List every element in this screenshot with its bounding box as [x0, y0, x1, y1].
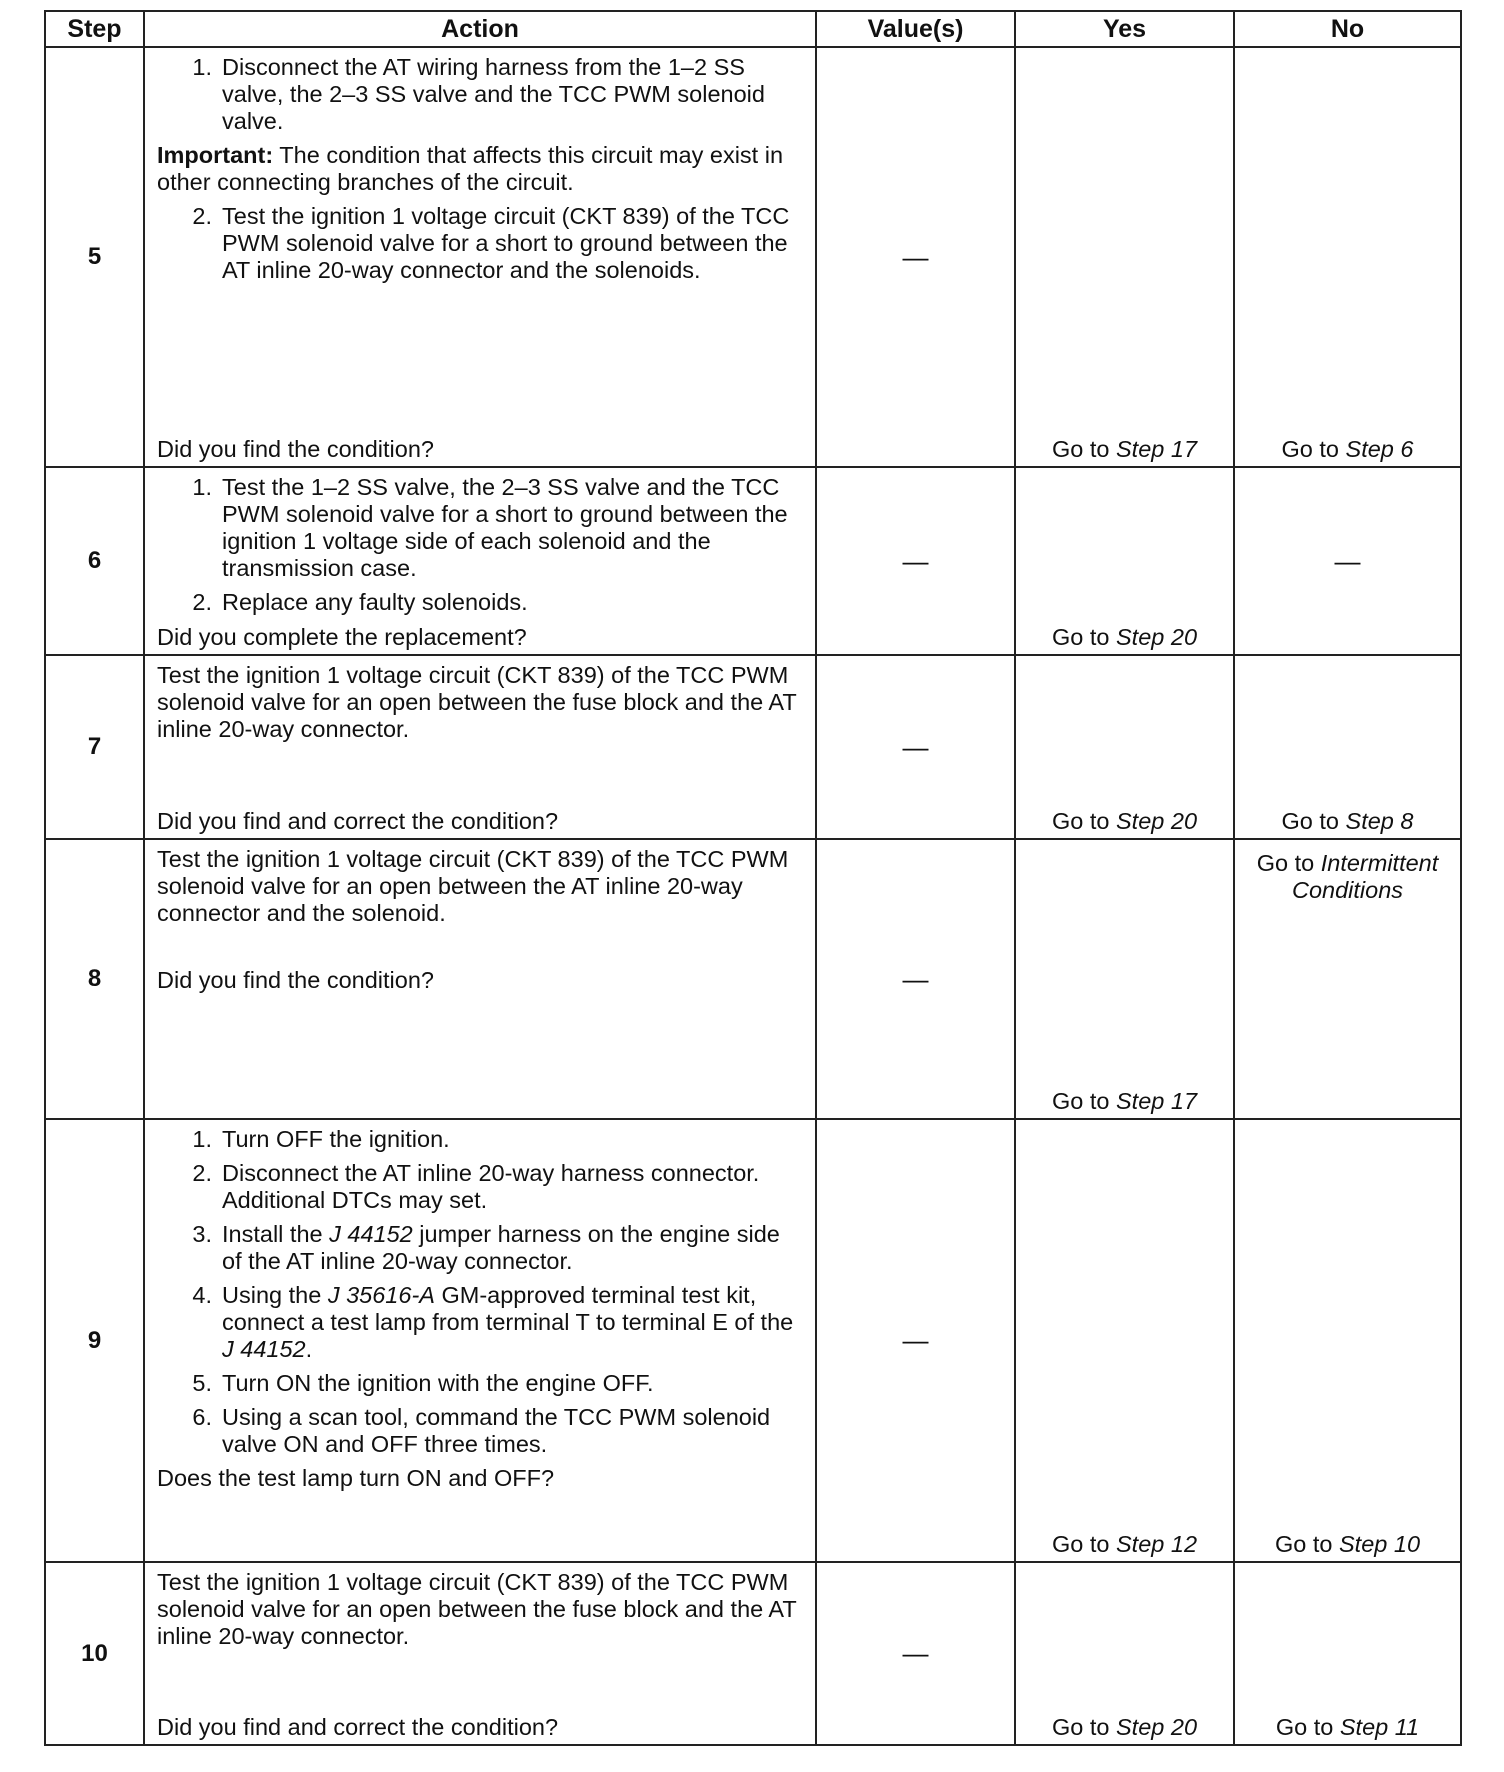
table-row	[45, 655, 1461, 839]
question: Did you complete the replacement?	[157, 624, 527, 650]
action-cell	[144, 1562, 816, 1745]
list-item: 6. Using a scan tool, command the TCC PWM solenoid valve ON and OFF three times.	[192, 1404, 771, 1457]
header-values: Value(s)	[816, 11, 1015, 47]
action-list	[157, 1126, 801, 1458]
action-text: Test the ignition 1 voltage circuit (CKT 839) of the TCC PWM solenoid valve for an open between the fuse block and the AT inline 20-way connector.	[157, 662, 797, 742]
header-step: Step	[45, 11, 144, 47]
action-cell	[144, 655, 816, 839]
list-item: 2. Disconnect the AT inline 20-way harness connector. Additional DTCs may set.	[192, 1160, 760, 1213]
action-list	[157, 203, 801, 284]
action-cell	[144, 839, 816, 1119]
list-item: 3. Install the J 44152 jumper harness on the engine side of the AT inline 20-way connector.	[192, 1221, 780, 1274]
list-item: 2. Test the ignition 1 voltage circuit (CKT 839) of the TCC PWM solenoid valve for a short to ground between the AT inline 20-way connector and the solenoids.	[192, 203, 790, 283]
yes-cell: Go to Step 20	[1015, 467, 1234, 655]
action-text: Test the ignition 1 voltage circuit (CKT 839) of the TCC PWM solenoid valve for an open between the AT inline 20-way connector and the solenoid.	[157, 846, 789, 926]
important-note: Important: The condition that affects this circuit may exist in other connecting branches of the circuit.	[157, 142, 784, 195]
step-number: 8	[45, 839, 144, 1119]
no-cell: Go to Step 11	[1234, 1562, 1461, 1745]
step-number: 6	[45, 467, 144, 655]
action-cell	[144, 47, 816, 467]
value-cell: —	[816, 47, 1015, 467]
table-row	[45, 47, 1461, 467]
table-row	[45, 1562, 1461, 1745]
yes-cell: Go to Step 17	[1015, 47, 1234, 467]
step-number: 10	[45, 1562, 144, 1745]
list-item: 1. Test the 1–2 SS valve, the 2–3 SS valve and the TCC PWM solenoid valve for a short to ground between the ignition 1 voltage side of each solenoid and the transmission case.	[192, 474, 788, 581]
action-cell	[144, 1119, 816, 1562]
no-cell: Go to Step 10	[1234, 1119, 1461, 1562]
question: Did you find the condition?	[157, 436, 434, 462]
header-no: No	[1234, 11, 1461, 47]
step-number: 5	[45, 47, 144, 467]
table-row	[45, 467, 1461, 655]
action-cell	[144, 467, 816, 655]
value-cell: —	[816, 1119, 1015, 1562]
list-item: 4. Using the J 35616-A GM-approved terminal test kit, connect a test lamp from terminal T to terminal E of the J 44152.	[192, 1282, 794, 1362]
list-item: 2. Replace any faulty solenoids.	[192, 589, 528, 615]
value-cell: —	[816, 1562, 1015, 1745]
value-cell: —	[816, 467, 1015, 655]
list-item: 1. Turn OFF the ignition.	[192, 1126, 450, 1152]
action-text: Test the ignition 1 voltage circuit (CKT 839) of the TCC PWM solenoid valve for an open between the fuse block and the AT inline 20-way connector.	[157, 1569, 797, 1649]
question: Did you find the condition?	[157, 967, 434, 993]
step-number: 7	[45, 655, 144, 839]
table-row	[45, 1119, 1461, 1562]
header-row	[45, 11, 1461, 47]
step-number: 9	[45, 1119, 144, 1562]
no-cell: Go to Step 8	[1234, 655, 1461, 839]
table-row	[45, 839, 1461, 1119]
list-item: 5. Turn ON the ignition with the engine OFF.	[192, 1370, 654, 1396]
action-list	[157, 54, 801, 135]
value-cell: —	[816, 655, 1015, 839]
yes-cell: Go to Step 20	[1015, 1562, 1234, 1745]
action-list	[157, 474, 801, 616]
header-action: Action	[144, 11, 816, 47]
yes-cell: Go to Step 12	[1015, 1119, 1234, 1562]
yes-cell: Go to Step 20	[1015, 655, 1234, 839]
question: Did you find and correct the condition?	[157, 1714, 559, 1740]
question: Does the test lamp turn ON and OFF?	[157, 1465, 555, 1491]
yes-cell: Go to Step 17	[1015, 839, 1234, 1119]
header-yes: Yes	[1015, 11, 1234, 47]
no-cell: Go to Intermittent Conditions	[1234, 839, 1461, 1119]
value-cell: —	[816, 839, 1015, 1119]
no-cell: Go to Step 6	[1234, 47, 1461, 467]
list-item: 1. Disconnect the AT wiring harness from the 1–2 SS valve, the 2–3 SS valve and the TCC PWM solenoid valve.	[192, 54, 765, 134]
question: Did you find and correct the condition?	[157, 808, 559, 834]
diagnostic-table	[44, 10, 1462, 1746]
no-cell: —	[1234, 467, 1461, 655]
